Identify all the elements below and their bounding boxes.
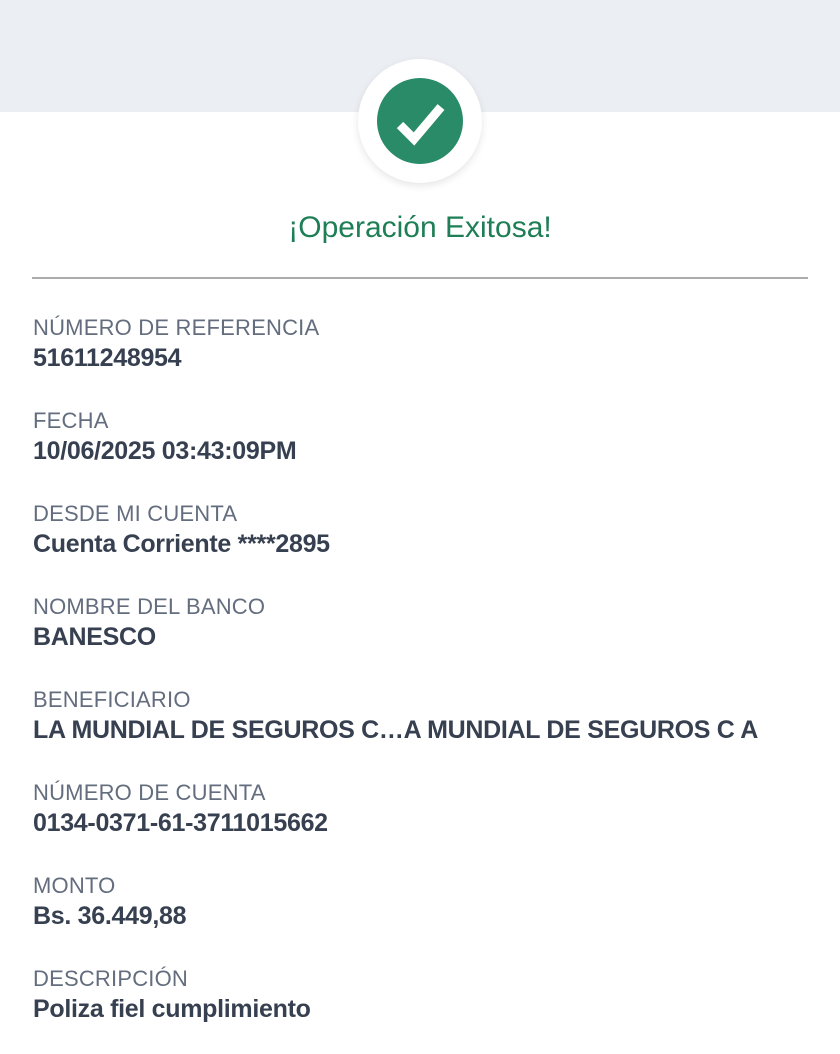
success-title: ¡Operación Exitosa! — [288, 211, 552, 244]
checkmark-icon — [377, 78, 463, 164]
field-value: Bs. 36.449,88 — [33, 902, 187, 930]
field-value: 10/06/2025 03:43:09PM — [33, 437, 297, 465]
field-label: DESCRIPCIÓN — [33, 966, 188, 991]
field-description — [33, 964, 840, 1024]
field-label: FECHA — [33, 408, 109, 433]
receipt-fields — [33, 313, 840, 1024]
field-value: LA MUNDIAL DE SEGUROS C…A MUNDIAL DE SEGUROS C A — [33, 716, 758, 744]
field-label: MONTO — [33, 873, 116, 898]
field-value: 51611248954 — [33, 344, 182, 372]
field-date — [33, 406, 840, 466]
field-label: NOMBRE DEL BANCO — [33, 594, 266, 619]
field-from-account — [33, 499, 840, 559]
check-circle-icon — [377, 78, 463, 164]
field-value: BANESCO — [33, 623, 156, 651]
field-value: Poliza fiel cumplimiento — [33, 995, 311, 1023]
field-label: NÚMERO DE CUENTA — [33, 780, 266, 805]
field-reference-number — [33, 313, 840, 373]
success-icon-badge — [358, 59, 482, 183]
field-bank-name — [33, 592, 840, 652]
field-amount — [33, 871, 840, 931]
field-account-number — [33, 778, 840, 838]
field-value: Cuenta Corriente ****2895 — [33, 530, 330, 558]
field-label: NÚMERO DE REFERENCIA — [33, 315, 320, 340]
field-label: BENEFICIARIO — [33, 687, 191, 712]
field-label: DESDE MI CUENTA — [33, 501, 238, 526]
divider — [32, 277, 808, 279]
receipt-panel — [0, 210, 840, 1024]
field-value: 0134-0371-61-3711015662 — [33, 809, 328, 837]
field-beneficiary — [33, 685, 840, 745]
